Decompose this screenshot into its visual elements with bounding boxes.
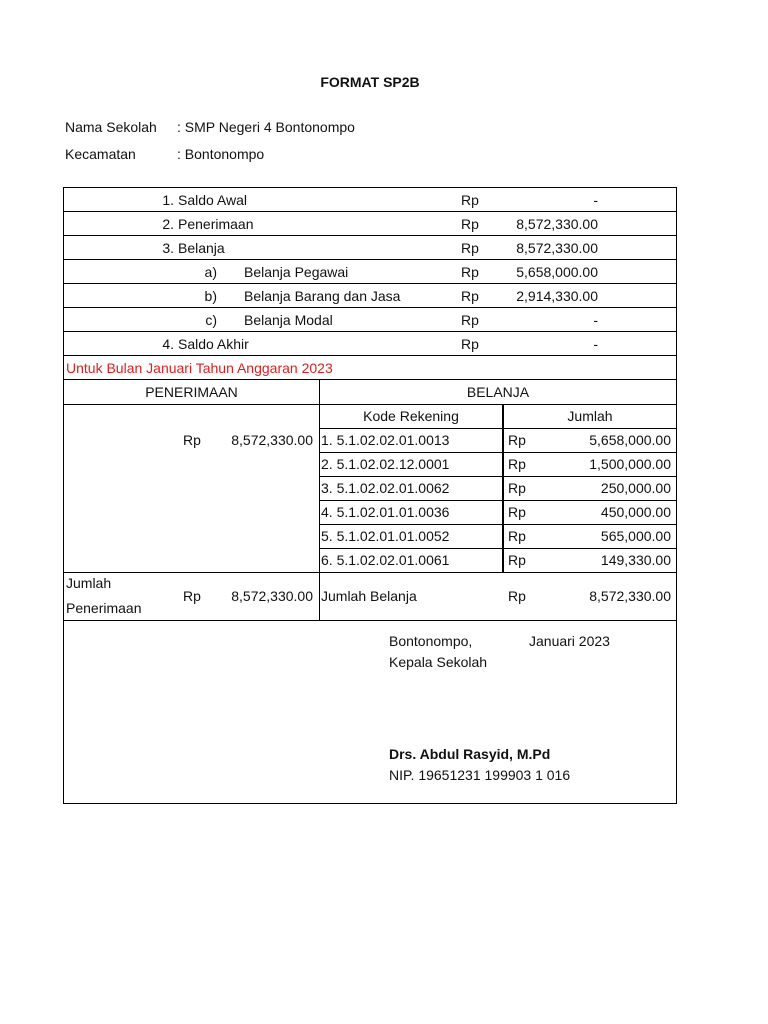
- receipt-amount: 8,572,330.00: [231, 432, 313, 448]
- signature-place: Bontonompo,: [389, 633, 473, 649]
- summary-rp: Rp: [461, 312, 479, 328]
- summary-num: 2.: [162, 216, 174, 232]
- summary-num: 1.: [162, 192, 174, 208]
- signature-role: Kepala Sekolah: [389, 654, 488, 670]
- summary-label: Belanja Barang dan Jasa: [244, 288, 401, 304]
- signature-name: Drs. Abdul Rasyid, M.Pd: [389, 746, 551, 762]
- account-code: 6. 5.1.02.02.01.0061: [321, 552, 450, 568]
- summary-amount: -: [593, 312, 598, 328]
- rule: [64, 572, 676, 573]
- account-rp: Rp: [508, 552, 526, 568]
- summary-label: Belanja Modal: [244, 312, 333, 328]
- summary-num: b): [204, 288, 217, 304]
- account-amount: 1,500,000.00: [589, 456, 671, 472]
- account-amount: 5,658,000.00: [589, 432, 671, 448]
- rule: [64, 211, 676, 212]
- summary-num: c): [205, 312, 217, 328]
- summary-label: Saldo Akhir: [178, 336, 249, 352]
- total-spend-rp: Rp: [508, 588, 526, 604]
- account-code: 2. 5.1.02.02.12.0001: [321, 456, 450, 472]
- account-amount: 565,000.00: [600, 528, 671, 544]
- summary-label: Saldo Awal: [178, 192, 248, 208]
- summary-rp: Rp: [461, 216, 479, 232]
- rule: [319, 548, 676, 549]
- school-label: Nama Sekolah: [65, 119, 157, 135]
- summary-rp: Rp: [461, 192, 479, 208]
- total-spend-label: Jumlah Belanja: [321, 588, 417, 604]
- school-row: [65, 119, 355, 135]
- account-amount: 149,330.00: [600, 552, 671, 568]
- district-label: Kecamatan: [65, 146, 136, 162]
- summary-label: Belanja Pegawai: [244, 264, 349, 280]
- account-amount: 450,000.00: [600, 504, 671, 520]
- account-rp: Rp: [508, 456, 526, 472]
- rule: [64, 331, 676, 332]
- column-divider: [502, 404, 504, 572]
- district-row: [65, 146, 264, 162]
- rule: [64, 307, 676, 308]
- account-code: 3. 5.1.02.02.01.0062: [321, 480, 450, 496]
- summary-amount: 8,572,330.00: [516, 216, 598, 232]
- summary-num: 3.: [162, 240, 174, 256]
- total-receipt-label: Jumlah: [66, 575, 112, 591]
- account-code: 4. 5.1.02.01.01.0036: [321, 504, 450, 520]
- account-amount: 250,000.00: [600, 480, 671, 496]
- school-value: : SMP Negeri 4 Bontonompo: [177, 119, 355, 135]
- rule: [64, 355, 676, 356]
- account-rp: Rp: [508, 528, 526, 544]
- summary-amount: 2,914,330.00: [516, 288, 598, 304]
- district-value: : Bontonompo: [177, 146, 265, 162]
- account-code: 1. 5.1.02.02.01.0013: [321, 432, 450, 448]
- jumlah-header: Jumlah: [567, 408, 613, 424]
- account-rp: Rp: [508, 504, 526, 520]
- receipt-rp: Rp: [183, 432, 201, 448]
- rule: [64, 404, 676, 405]
- belanja-header: BELANJA: [466, 384, 530, 400]
- summary-rp: Rp: [461, 264, 479, 280]
- rule: [64, 235, 676, 236]
- rule: [319, 524, 676, 525]
- account-rp: Rp: [508, 480, 526, 496]
- account-code: 5. 5.1.02.01.01.0052: [321, 528, 450, 544]
- account-rp: Rp: [508, 432, 526, 448]
- summary-amount: -: [593, 192, 598, 208]
- penerimaan-header: PENERIMAAN: [145, 384, 238, 400]
- rule: [64, 259, 676, 260]
- period-note: Untuk Bulan Januari Tahun Anggaran 2023: [66, 360, 333, 376]
- summary-label: Penerimaan: [178, 216, 254, 232]
- summary-rp: Rp: [461, 336, 479, 352]
- rule: [319, 452, 676, 453]
- signature-nip: NIP. 19651231 199903 1 016: [389, 767, 571, 783]
- document-title: FORMAT SP2B: [320, 74, 420, 90]
- summary-rp: Rp: [461, 240, 479, 256]
- rule: [319, 428, 676, 429]
- summary-rp: Rp: [461, 288, 479, 304]
- summary-num: a): [204, 264, 217, 280]
- summary-num: 4.: [162, 336, 174, 352]
- sp2b-table: [63, 187, 677, 804]
- summary-amount: 8,572,330.00: [516, 240, 598, 256]
- rule: [64, 620, 676, 621]
- summary-amount: -: [593, 336, 598, 352]
- rule: [319, 500, 676, 501]
- total-receipt-amount: 8,572,330.00: [231, 588, 313, 604]
- summary-label: Belanja: [178, 240, 225, 256]
- rule: [64, 379, 676, 380]
- total-receipt-label: Penerimaan: [66, 600, 142, 616]
- total-receipt-rp: Rp: [183, 588, 201, 604]
- signature-date: Januari 2023: [529, 633, 610, 649]
- kode-rekening-header: Kode Rekening: [363, 408, 459, 424]
- rule: [319, 476, 676, 477]
- summary-amount: 5,658,000.00: [516, 264, 598, 280]
- total-spend-amount: 8,572,330.00: [589, 588, 671, 604]
- rule: [64, 283, 676, 284]
